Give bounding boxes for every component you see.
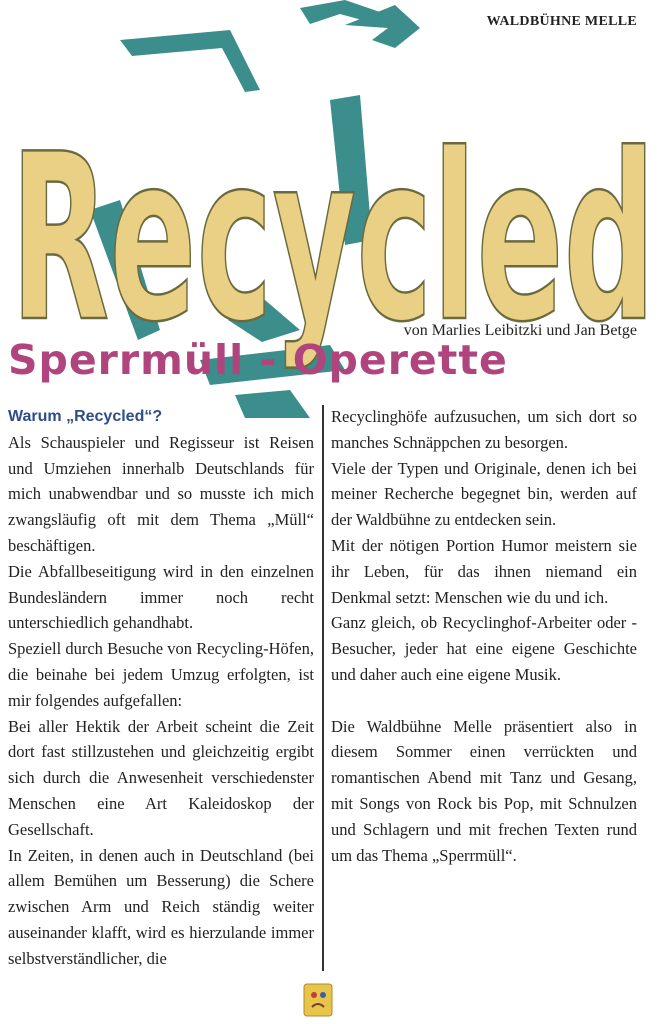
- paragraph: Recyclinghöfe aufzusuchen, um sich dort so manches Schnäppchen zu besorgen.: [331, 407, 637, 452]
- paragraph: In Zeiten, in denen auch in Deutschland (bei allem Bemühen um Besserung) die Schere zwischen Arm und Reich ständig weiter auseinander klafft, wird es hierzulande immer selbstverständlicher, die: [8, 845, 314, 968]
- column-divider: [322, 405, 324, 971]
- paragraph: Als Schauspieler und Regisseur ist Reisen und Umziehen innerhalb Deutschlands für mich unabwendbar und so musste ich mich zwangsläufig oft mit dem Thema „Müll“ beschäftigen.: [8, 432, 314, 555]
- paragraph: Mit der nötigen Portion Humor meistern sie ihr Leben, für das ihnen niemand ein Denkmal setzt: Menschen wie du und ich.: [331, 535, 637, 607]
- subtitle: Sperrmüll - Operette: [8, 336, 508, 384]
- paragraph: Die Abfallbeseitigung wird in den einzelnen Bundesländern immer noch recht unterschiedlich gehandhabt.: [8, 561, 314, 633]
- article-left-column: [8, 404, 314, 972]
- theater-mask-logo-icon: [303, 983, 333, 1017]
- byline: von Marlies Leibitzki und Jan Betge: [403, 322, 637, 339]
- paragraph: Viele der Typen und Originale, denen ich bei meiner Recherche begegnet bin, werden auf der Waldbühne zu entdecken sein.: [331, 458, 637, 530]
- paragraph: Speziell durch Besuche von Recycling-Höfen, die beinahe bei jedem Umzug erfolgten, ist mir folgendes aufgefallen:: [8, 639, 314, 710]
- paragraph: Ganz gleich, ob Recyclinghof-Arbeiter oder -Besucher, jeder hat eine eigene Geschichte und daher auch eine eigene Musik.: [331, 613, 637, 684]
- main-title: Recycled: [10, 106, 656, 373]
- article-right-column: [331, 404, 637, 868]
- venue-name: WALDBÜHNE MELLE: [486, 14, 637, 29]
- paragraph: Bei aller Hektik der Arbeit scheint die Zeit dort fast stillzustehen und gleichzeitig ergibt sich durch die Anwesenheit verschiedenster Menschen eine Art Kaleidoskop der Gesellschaft.: [8, 716, 314, 839]
- paragraph: Die Waldbühne Melle präsentiert also in diesem Sommer einen verrückten und romantischen Abend mit Tanz und Gesang, mit Songs von Rock bis Pop, mit Schnulzen und Schlagern und mit frechen Texten rund um das Thema „Sperrmüll“.: [331, 716, 637, 865]
- article-heading: Warum „Recycled“?: [8, 408, 163, 425]
